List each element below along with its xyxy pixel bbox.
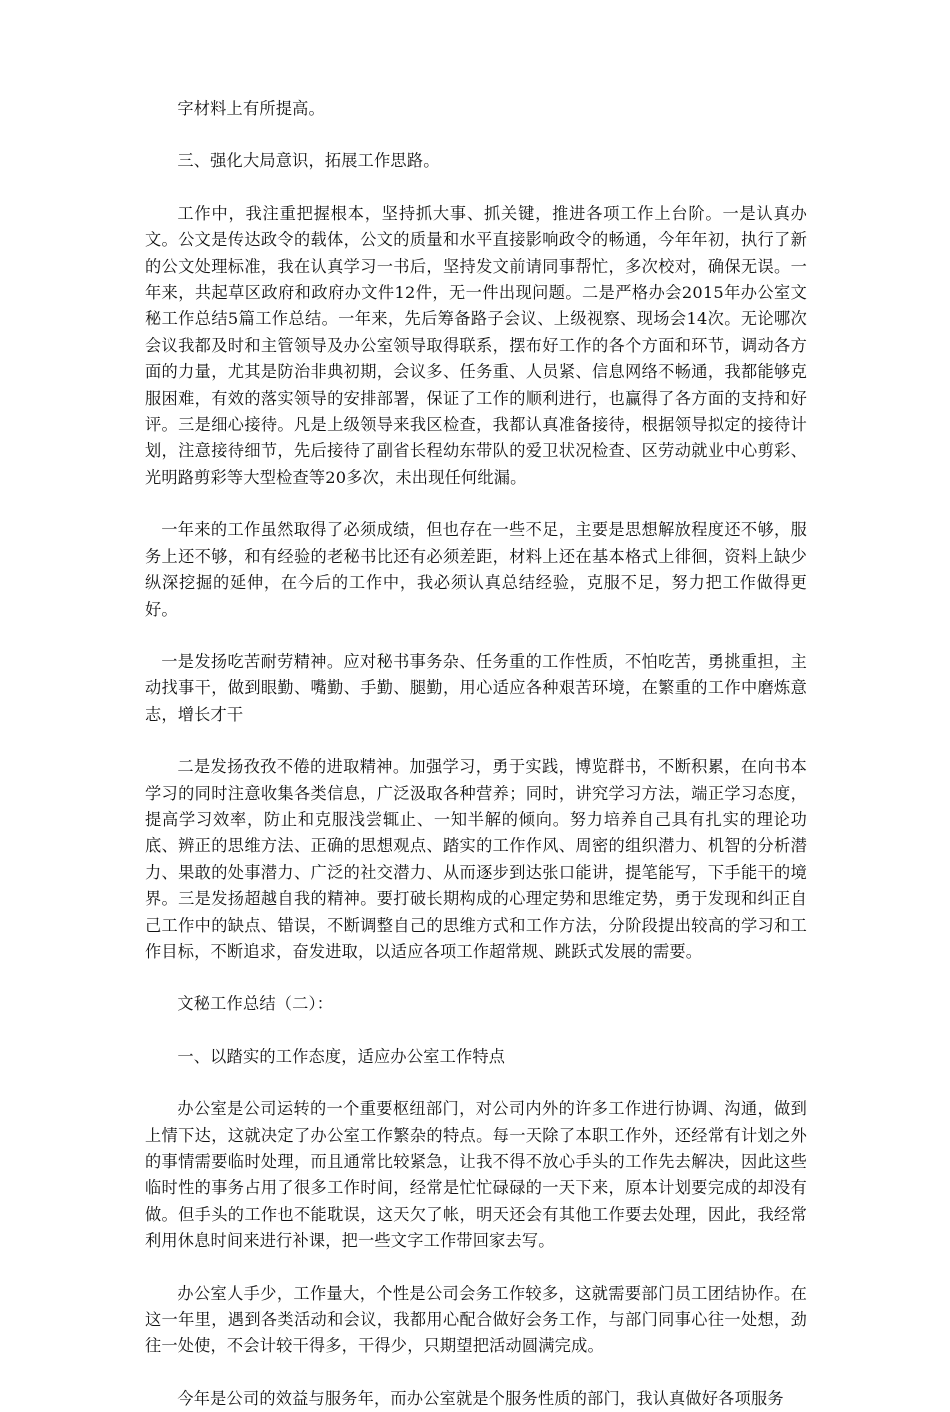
paragraph-spirit-one: 一是发扬吃苦耐劳精神。应对秘书事务杂、任务重的工作性质，不怕吃苦，勇挑重担，主动找事干，做到眼勤、嘴勤、手勤、腿勤，用心适应各种艰苦环境，在繁重的工作中磨炼意志，增长才干 — [145, 651, 807, 724]
paragraph-shortcomings: 一年来的工作虽然取得了必须成绩，但也存在一些不足，主要是思想解放程度还不够，服务上还不够，和有经验的老秘书比还有必须差距，材料上还在基本格式上徘徊，资料上缺少纵深挖掘的延伸，在今后的工作中，我必须认真总结经验，克服不足，努力把工作做得更好。 — [145, 520, 807, 619]
paragraph-spirit-two: 二是发扬孜孜不倦的进取精神。加强学习，勇于实践，博览群书，不断积累，在向书本学习的同时注意收集各类信息，广泛汲取各种营养；同时，讲究学习方法，端正学习态度，提高学习效率，防止和克服浅尝辄止、一知半解的倾向。努力培养自己具有扎实的理论功底、辨正的思维方法、正确的思想观点、踏实的工作作风、周密的组织潜力、机智的分析潜力、果敢的处事潜力、广泛的社交潜力、从而逐步到达张口能讲，提笔能写，下手能干的境界。三是发扬超越自我的精神。要打破长期构成的心理定势和思维定势，勇于发现和纠正自己工作中的缺点、错误，不断调整自己的思维方式和工作方法，分阶段提出较高的学习和工作目标，不断追求，奋发进取，以适应各项工作超常规、跳跃式发展的需要。 — [145, 757, 807, 961]
section-title-summary-two: 文秘工作总结（二）： — [177, 994, 334, 1014]
paragraph-teamwork: 办公室人手少，工作量大，个性是公司会务工作较多，这就需要部门员工团结协作。在这一年里，遇到各类活动和会议，我都用心配合做好会务工作，与部门同事心往一处想，劲往一处使，不会计较干得多，干得少，只期望把活动圆满完成。 — [145, 1283, 807, 1356]
section-heading-one: 一、以踏实的工作态度，适应办公室工作特点 — [177, 1046, 506, 1066]
section-heading-three: 三、强化大局意识，拓展工作思路。 — [177, 151, 440, 171]
paragraph-office-hub: 办公室是公司运转的一个重要枢纽部门，对公司内外的许多工作进行协调、沟通，做到上情下达，这就决定了办公室工作繁杂的特点。每一天除了本职工作外，还经常有计划之外的事情需要临时处理，而且通常比较紧急，让我不得不放心手头的工作先去解决，因此这些临时性的事务占用了很多工作时间，经常是忙忙碌碌的一天下来，原本计划要完成的却没有做。但手头的工作也不能耽误，这天欠了帐，明天还会有其他工作要去处理，因此，我经常利用休息时间来进行补课，把一些文字工作带回家去写。 — [145, 1099, 807, 1251]
paragraph-work-details: 工作中，我注重把握根本，坚持抓大事、抓关键，推进各项工作上台阶。一是认真办文。公文是传达政令的载体，公文的质量和水平直接影响政令的畅通，今年年初，执行了新的公文处理标准，我在认真学习一书后，坚持发文前请同事帮忙，多次校对，确保无误。一年来，共起草区政府和政府办文件12件，无一件出现问题。二是严格办会2015年办公室文秘工作总结5篇工作总结。一年来，先后筹备路子会议、上级视察、现场会14次。无论哪次会议我都及时和主管领导及办公室领导取得联系，摆布好工作的各个方面和环节，调动各方面的力量，尤其是防治非典初期，会议多、任务重、人员紧、信息网络不畅通，我都能够克服困难，有效的落实领导的安排部署，保证了工作的顺利进行，也赢得了各方面的支持和好评。三是细心接待。凡是上级领导来我区检查，我都认真准备接待，根据领导拟定的接待计划，注意接待细节，先后接待了副省长程幼东带队的爱卫状况检查、区劳动就业中心剪彩、光明路剪彩等大型检查等20多次，未出现任何纰漏。 — [145, 203, 807, 487]
paragraph-continuation: 字材料上有所提高。 — [177, 99, 325, 118]
paragraph-service-year: 今年是公司的效益与服务年，而办公室就是个服务性质的部门，我认真做好各项服务 — [177, 1388, 784, 1408]
document-page — [145, 96, 807, 1412]
